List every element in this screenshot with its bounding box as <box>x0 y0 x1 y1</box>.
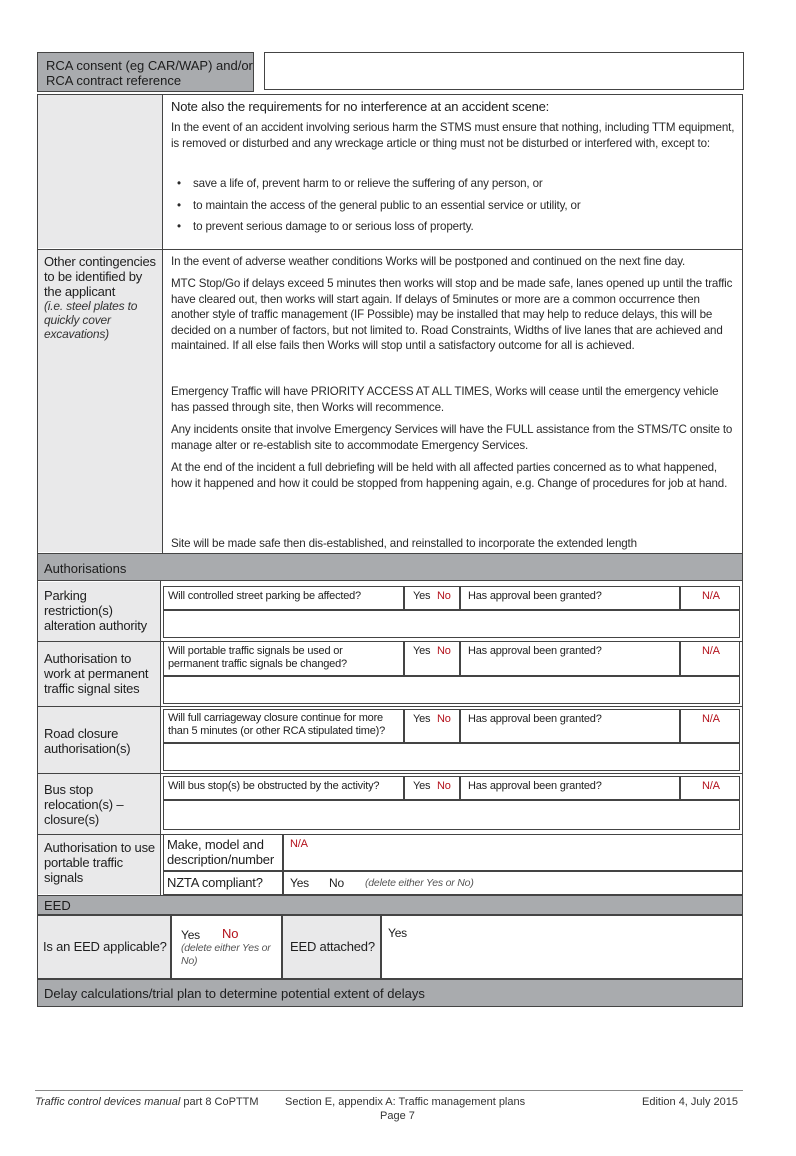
eed-note: (delete either Yes or No) <box>181 942 271 967</box>
footer-section: Section E, appendix A: Traffic management plans <box>285 1096 526 1108</box>
road-closure-no: No <box>437 713 451 725</box>
parking-question: Will controlled street parking be affected? <box>168 590 361 602</box>
road-closure-approval-question: Has approval been granted? <box>468 713 602 725</box>
footer-manual-title: Traffic control devices manual <box>35 1096 181 1108</box>
nzta-no: No <box>329 876 344 890</box>
parking-yes: Yes <box>413 590 431 602</box>
nzta-label: NZTA compliant? <box>167 875 263 890</box>
accident-bullet: • to prevent serious damage to or serious loss of property. <box>171 219 731 235</box>
accident-bullet: • save a life of, prevent harm to or relieve the suffering of any person, or <box>171 176 731 192</box>
parking-label: Parking restriction(s) alteration authority <box>44 588 147 633</box>
rca-consent-label: RCA consent (eg CAR/WAP) and/or RCA contract reference <box>46 58 253 88</box>
auth-column-divider <box>160 581 161 895</box>
eed-title: EED <box>44 898 71 913</box>
signal-sites-no: No <box>437 645 451 657</box>
eed-question: Is an EED applicable? <box>43 939 167 954</box>
row-divider <box>37 249 743 250</box>
road-closure-question: Will full carriageway closure continue for more than 5 minutes (or other RCA stipulated time)? <box>168 712 386 737</box>
auth-row-divider <box>37 773 743 774</box>
parking-no: No <box>437 590 451 602</box>
accident-bullet-list <box>171 176 731 241</box>
parking-notes-field[interactable] <box>163 610 740 638</box>
parking-approval-question: Has approval been granted? <box>468 590 602 602</box>
footer-page: Page 7 <box>380 1110 415 1122</box>
accident-intro: In the event of an accident involving serious harm the STMS must ensure that nothing, including TTM equipment, is removed or disturbed and any wreckage article or thing must not be disturbed or interfered with, except to: <box>171 121 735 150</box>
bus-stop-approval-question: Has approval been granted? <box>468 780 602 792</box>
portable-make-label: Make, model and description/number <box>167 837 274 867</box>
signal-sites-na: N/A <box>702 645 720 657</box>
bus-stop-na: N/A <box>702 780 720 792</box>
bus-stop-label: Bus stop relocation(s) – closure(s) <box>44 782 124 827</box>
signal-sites-approval-question: Has approval been granted? <box>468 645 602 657</box>
road-closure-na: N/A <box>702 713 720 725</box>
road-closure-yes: Yes <box>413 713 431 725</box>
contingencies-label-note: (i.e. steel plates to quickly cover excavations) <box>44 299 138 341</box>
signal-sites-label: Authorisation to work at permanent traffic signal sites <box>44 651 149 696</box>
eed-yes: Yes <box>181 928 200 942</box>
auth-row-divider <box>37 706 743 707</box>
portable-signals-label: Authorisation to use portable traffic signals <box>44 840 155 885</box>
road-closure-notes-field[interactable] <box>163 743 740 771</box>
bus-stop-question: Will bus stop(s) be obstructed by the activity? <box>168 780 380 792</box>
parking-na: N/A <box>702 590 720 602</box>
eed-attached-value-field[interactable] <box>381 915 743 979</box>
bus-stop-yes: Yes <box>413 780 431 792</box>
portable-make-value-field[interactable] <box>283 834 743 871</box>
eed-no: No <box>222 926 239 941</box>
rca-consent-value-field[interactable] <box>264 52 744 90</box>
delay-title: Delay calculations/trial plan to determine potential extent of delays <box>44 986 425 1001</box>
footer-edition: Edition 4, July 2015 <box>642 1096 739 1108</box>
column-divider <box>162 94 163 553</box>
footer-manual-part: part 8 CoPTTM <box>180 1096 259 1108</box>
accident-left-cell <box>38 95 162 248</box>
contingency-paragraph: At the end of the incident a full debriefing will be held with all affected parties concerned as to what happened, how it happened and how it could be stopped from happening again, e.g. Change of procedures for job at hand. <box>171 461 728 490</box>
footer-manual <box>35 1096 259 1108</box>
contingency-paragraph: In the event of adverse weather conditions Works will be postponed and continued on the next fine day. <box>171 255 686 268</box>
nzta-note: (delete either Yes or No) <box>365 877 474 889</box>
authorisations-title: Authorisations <box>44 561 127 576</box>
road-closure-label: Road closure authorisation(s) <box>44 726 131 756</box>
authorisations-header <box>37 553 743 581</box>
contingency-paragraph: MTC Stop/Go if delays exceed 5 minutes then works will stop and be made safe, lanes opened up until the traffic have cleared out, then works will start again. If delays of 5minutes or more are a common occurrence then another style of traffic management (IF Possible) may be installed that may help to reduce delays, this will be decided on a number of factors, but not limited to. Road Constraints, Widths of live lanes that are achieved and maintained. If all else fails then Works will stop until a satisfactory outcome for all is achieved. <box>171 277 733 353</box>
nzta-yes: Yes <box>290 876 309 890</box>
bus-stop-notes-field[interactable] <box>163 800 740 830</box>
eed-attached-value: Yes <box>388 926 407 940</box>
contingency-paragraph: Site will be made safe then dis-established, and reinstalled to incorporate the extended length <box>171 537 637 550</box>
signal-sites-yes: Yes <box>413 645 431 657</box>
portable-make-value: N/A <box>290 838 308 850</box>
signal-sites-question: Will portable traffic signals be used or permanent traffic signals be changed? <box>168 645 347 670</box>
footer-rule <box>35 1090 743 1091</box>
signal-sites-notes-field[interactable] <box>163 676 740 704</box>
eed-header <box>37 895 743 915</box>
contingencies-label: Other contingencies to be identified by the applicant (i.e. steel plates to quickly cover excavations) <box>44 254 162 341</box>
nzta-value-field[interactable] <box>283 871 743 895</box>
contingency-paragraph: Any incidents onsite that involve Emergency Services will have the FULL assistance from the STMS/TC onsite to manage alter or re-establish site to accommodate Emergency Services. <box>171 423 733 452</box>
contingency-paragraph: Emergency Traffic will have PRIORITY ACCESS AT ALL TIMES, Works will cease until the emergency vehicle has passed through site, then Works will recommence. <box>171 385 719 414</box>
accident-bullet: • to maintain the access of the general public to an essential service or utility, or <box>171 198 731 214</box>
accident-heading: Note also the requirements for no interference at an accident scene: <box>171 99 550 114</box>
bus-stop-no: No <box>437 780 451 792</box>
eed-attached-label: EED attached? <box>290 939 375 954</box>
